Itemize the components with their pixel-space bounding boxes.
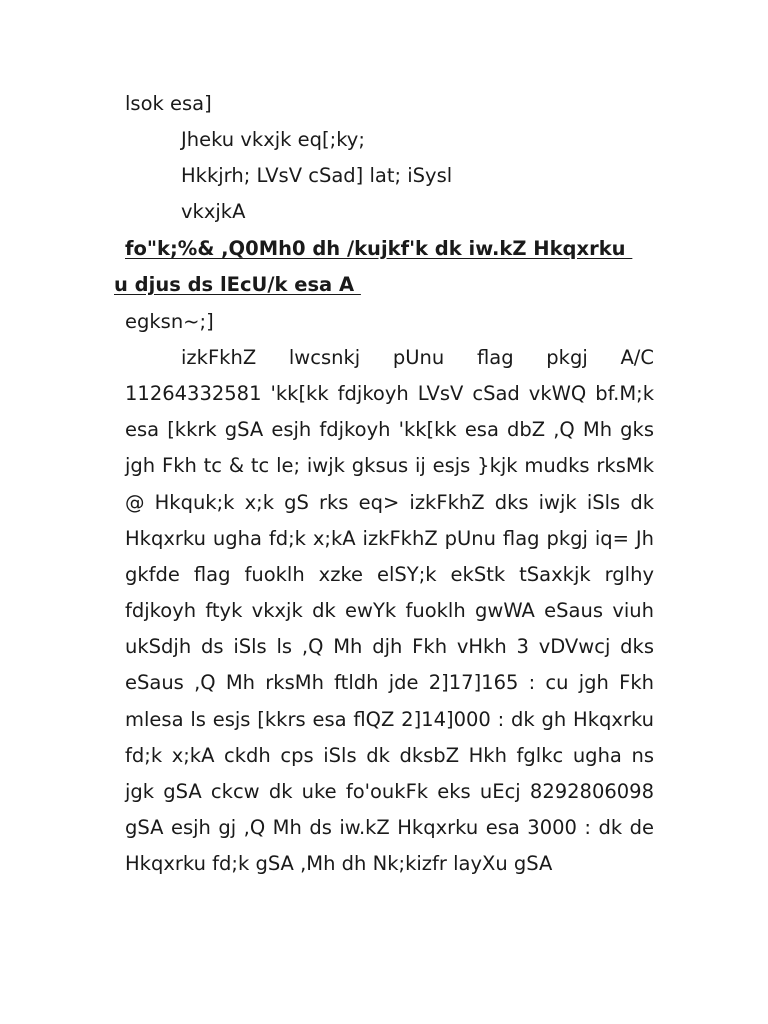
address-heading: lsok esa] — [125, 92, 212, 115]
letter-body — [125, 340, 654, 882]
subject-line-2: u djus ds lEcU/k esa A — [114, 273, 361, 296]
address-line-1: Jheku vkxjk eq[;ky; — [181, 128, 365, 151]
address-line-3: vkxjkA — [181, 200, 246, 223]
body-paragraph: izkFkhZ lwcsnkj pUnu flag pkgj A/C 11264332581 'kk[kk fdjkoyh LVsV cSad vkWQ bf.M;k esa [kkrk gSA esjh fdjkoyh 'kk[kk esa dbZ ,Q Mh gks jgh Fkh tc & tc le; iwjk gksus ij esjs }kjk mudks rksMk @ Hkquk;k x;k gS rks eq> izkFkhZ dks iwjk iSls dk Hkqxrku ugha fd;k x;kA izkFkhZ pUnu flag pkgj iq= Jh gkfde flag fuoklh xzke elSY;k ekStk tSaxkjk rglhy fdjkoyh ftyk vkxjk dk ewYk fuoklh gwWA eSaus viuh ukSdjh ds iSls ls ,Q Mh djh Fkh vHkh 3 vDVwcj dks eSaus ,Q Mh rksMh ftldh jde 2]17]165 : cu jgh Fkh mlesa ls esjs [kkrs esa flQZ 2]14]000 : dk gh Hkqxrku fd;k x;kA ckdh cps iSls dk dksbZ Hkh fglkc ugha ns jgk gSA ckcw dk uke fo'oukFk eks uEcj 8292806098 gSA esjh gj ,Q Mh ds iw.kZ Hkqxrku esa 3000 : dk de Hkqxrku fd;k gSA ,Mh dh Nk;kizfr layXu gSA — [125, 346, 654, 876]
subject-line-1: fo"k;%& ,Q0Mh0 dh /kujkf'k dk iw.kZ Hkqxrku — [125, 237, 633, 260]
salutation: egksn~;] — [125, 310, 214, 333]
address-line-2: Hkkjrh; LVsV cSad] lat; iSysl — [181, 164, 453, 187]
